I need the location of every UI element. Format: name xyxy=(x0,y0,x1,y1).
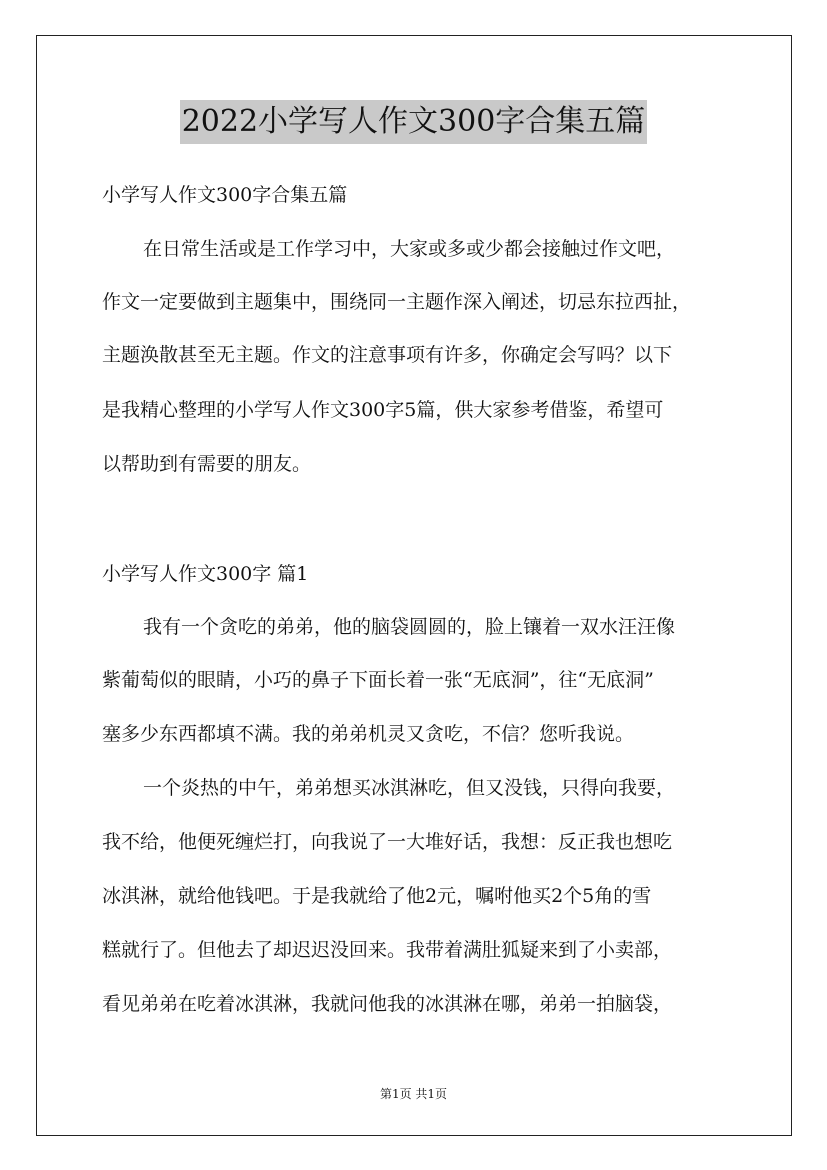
section-heading: 小学写人作文300字 篇1 xyxy=(102,563,309,585)
paragraph-line: 糕就行了。但他去了却迟迟没回来。我带着满肚狐疑来到了小卖部， xyxy=(102,939,673,961)
page-footer: 第1页 共1页 xyxy=(379,1087,448,1101)
document-title-text: 2022小学写人作文300字合集五篇 xyxy=(180,100,648,144)
paragraph-line: 一个炎热的中午，弟弟想买冰淇淋吃，但又没钱，只得向我要， xyxy=(143,777,676,799)
paragraph-line: 冰淇淋，就给他钱吧。于是我就给了他2元，嘱咐他买2个5角的雪 xyxy=(102,885,652,907)
paragraph-line: 紫葡萄似的眼睛，小巧的鼻子下面长着一张“无底洞”，往“无底洞” xyxy=(102,669,654,691)
intro-line: 主题涣散甚至无主题。作文的注意事项有许多，你确定会写吗？以下 xyxy=(102,344,673,366)
document-title xyxy=(0,100,827,144)
intro-line: 作文一定要做到主题集中，围绕同一主题作深入阐述，切忌东拉西扯， xyxy=(102,291,692,313)
paragraph-line: 我有一个贪吃的弟弟，他的脑袋圆圆的，脸上镶着一双水汪汪像 xyxy=(143,616,676,638)
intro-line: 在日常生活或是工作学习中，大家或多或少都会接触过作文吧， xyxy=(143,238,676,260)
paragraph-line: 我不给，他便死缠烂打，向我说了一大堆好话，我想：反正我也想吃 xyxy=(102,831,673,853)
intro-line: 是我精心整理的小学写人作文300字5篇，供大家参考借鉴，希望可 xyxy=(102,399,664,421)
document-subtitle: 小学写人作文300字合集五篇 xyxy=(102,184,348,206)
paragraph-line: 看见弟弟在吃着冰淇淋，我就问他我的冰淇淋在哪，弟弟一拍脑袋， xyxy=(102,993,673,1015)
paragraph-line: 塞多少东西都填不满。我的弟弟机灵又贪吃，不信？您听我说。 xyxy=(102,723,635,745)
intro-line: 以帮助到有需要的朋友。 xyxy=(102,453,312,475)
